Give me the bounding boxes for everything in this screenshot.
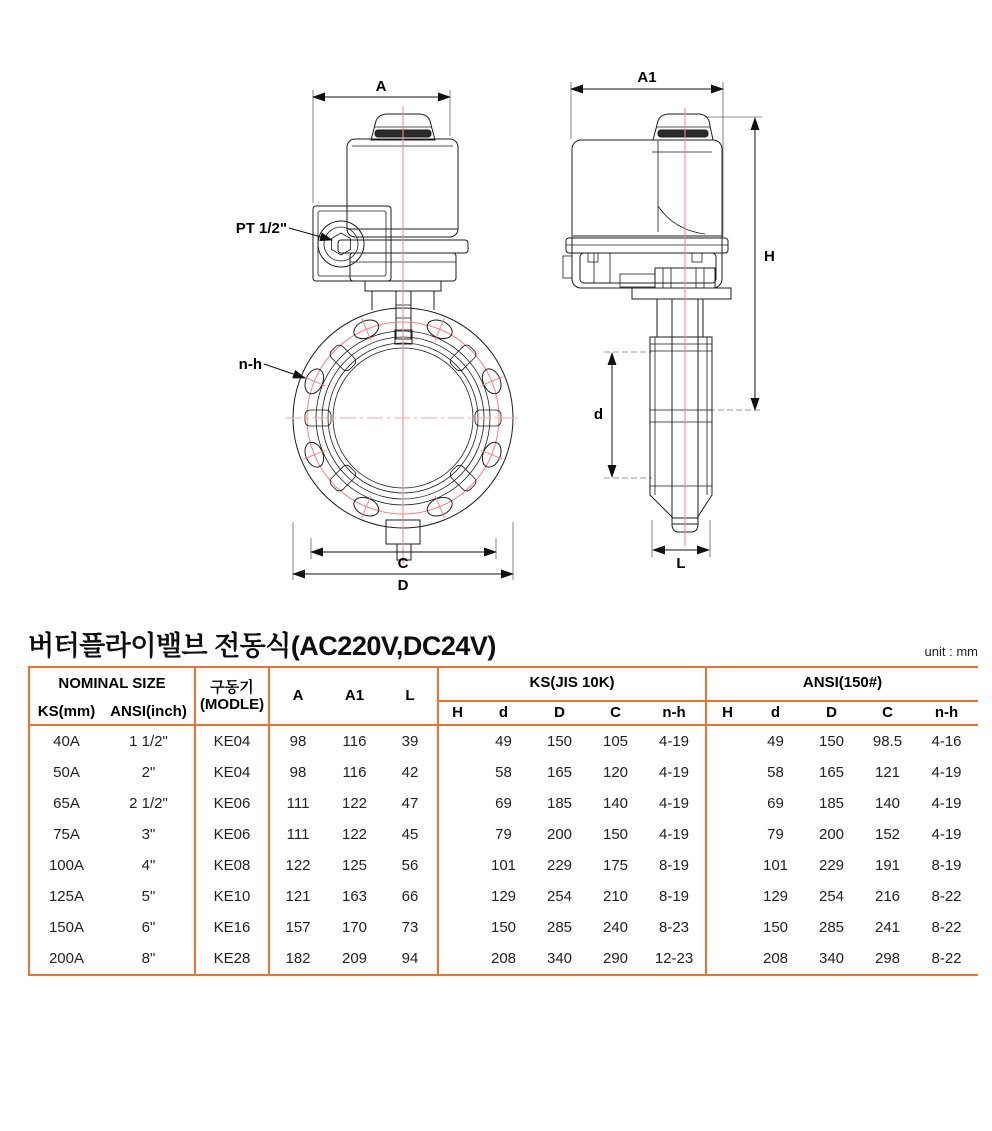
table-cell: 75A xyxy=(53,826,80,844)
table-cell: 3" xyxy=(141,826,156,844)
header-group-ks: KS(JIS 10K) xyxy=(438,667,706,701)
table-cell: 182 xyxy=(269,943,326,975)
table-cell: 125 xyxy=(342,857,368,875)
table-cell: 129 xyxy=(763,888,789,906)
table-cell: 120 xyxy=(603,764,629,782)
table-cell: 1 1/2" xyxy=(129,733,168,751)
table-cell: 122 xyxy=(269,850,326,881)
table-cell: 210 xyxy=(603,888,629,906)
table-cell: 49 xyxy=(767,733,784,751)
table-cell: KE08 xyxy=(195,850,269,881)
table-row xyxy=(29,788,978,819)
table-cell: 150 xyxy=(547,733,573,751)
table-cell: 39 xyxy=(401,733,419,751)
dimension-a1 xyxy=(571,69,723,89)
table-cell: KE04 xyxy=(195,725,269,757)
dim-label-d: D xyxy=(397,577,409,594)
header-ks-nh: n-h xyxy=(643,701,706,726)
table-cell xyxy=(438,819,476,850)
port-plug-hex xyxy=(332,233,351,255)
table-cell: 175 xyxy=(603,857,629,875)
header-ks-dd: D xyxy=(531,701,588,726)
dim-label-h: H xyxy=(764,248,775,265)
table-cell: 170 xyxy=(342,919,368,937)
nh-callout xyxy=(239,356,305,378)
table-cell: 8-22 xyxy=(931,888,962,906)
table-cell: 129 xyxy=(491,888,517,906)
title-bar xyxy=(28,632,978,662)
spec-table-section xyxy=(28,666,978,977)
table-cell xyxy=(438,725,476,757)
table-cell xyxy=(706,912,748,943)
dim-label-l: L xyxy=(676,555,686,572)
table-cell: 157 xyxy=(269,912,326,943)
table-cell: 40A xyxy=(53,733,80,751)
table-cell xyxy=(438,850,476,881)
table-cell: 49 xyxy=(495,733,512,751)
table-cell xyxy=(438,788,476,819)
table-cell: 165 xyxy=(819,764,845,782)
conduit-port-circle xyxy=(318,221,364,267)
table-cell: 298 xyxy=(875,950,901,968)
dimension-l xyxy=(653,550,709,572)
table-cell: 121 xyxy=(269,881,326,912)
dimension-c xyxy=(311,552,496,572)
table-cell: 165 xyxy=(547,764,573,782)
table-cell: 4-19 xyxy=(659,764,690,782)
table-cell: 65A xyxy=(53,795,80,813)
table-row xyxy=(29,850,978,881)
table-row xyxy=(29,943,978,975)
table-cell: 8" xyxy=(141,950,156,968)
table-cell: 45 xyxy=(401,826,419,844)
table-cell: 8-19 xyxy=(659,857,690,875)
table-cell: KE06 xyxy=(195,819,269,850)
table-cell: 12-23 xyxy=(654,950,694,968)
table-cell: 140 xyxy=(875,795,901,813)
table-cell: KE10 xyxy=(195,881,269,912)
table-cell: 105 xyxy=(603,733,629,751)
header-nominal-size: NOMINAL SIZE xyxy=(58,674,166,692)
table-cell xyxy=(706,757,748,788)
table-cell: 208 xyxy=(763,950,789,968)
table-row xyxy=(29,819,978,850)
table-cell: KE06 xyxy=(195,788,269,819)
table-cell: 254 xyxy=(819,888,845,906)
table-cell: 200 xyxy=(547,826,573,844)
table-cell: 69 xyxy=(495,795,512,813)
header-actuator-kr: 구동기 xyxy=(210,678,254,696)
dimension-d-small xyxy=(594,353,612,477)
table-cell: KE16 xyxy=(195,912,269,943)
table-cell: 101 xyxy=(763,857,789,875)
header-actuator-en: (MODLE) xyxy=(199,696,265,714)
table-cell: 98 xyxy=(269,725,326,757)
table-cell: 4-19 xyxy=(931,795,962,813)
table-cell: 42 xyxy=(401,764,419,782)
table-row xyxy=(29,757,978,788)
dim-label-a: A xyxy=(375,78,387,95)
page-title: 버터플라이밸브 전동식(AC220V,DC24V) xyxy=(28,631,496,661)
header-ansi-h: H xyxy=(706,701,748,726)
table-cell: 229 xyxy=(819,857,845,875)
pt-port-label: PT 1/2" xyxy=(235,220,287,237)
table-cell: 4-19 xyxy=(659,826,690,844)
table-cell xyxy=(438,757,476,788)
dim-label-a1: A1 xyxy=(637,69,657,86)
header-col-a1: A1 xyxy=(326,667,383,726)
side-view-drawing xyxy=(563,69,775,572)
table-cell: 2 1/2" xyxy=(129,795,168,813)
table-cell: 94 xyxy=(401,950,419,968)
table-cell: 100A xyxy=(48,857,85,875)
table-cell: 340 xyxy=(819,950,845,968)
table-body xyxy=(29,725,978,975)
table-cell: 98.5 xyxy=(872,733,903,751)
table-cell: 116 xyxy=(342,733,367,751)
header-ks-c: C xyxy=(588,701,643,726)
table-cell: 290 xyxy=(603,950,629,968)
unit-label: unit : mm xyxy=(924,643,978,659)
front-view-drawing xyxy=(236,78,520,594)
table-cell: 98 xyxy=(269,757,326,788)
table-cell xyxy=(706,725,748,757)
table-cell: 163 xyxy=(342,888,368,906)
table-cell: 4-19 xyxy=(931,826,962,844)
table-cell: 73 xyxy=(401,919,419,937)
table-cell xyxy=(706,943,748,975)
table-cell: 152 xyxy=(875,826,901,844)
table-cell: 116 xyxy=(342,764,367,782)
dimension-h xyxy=(755,118,775,410)
pt-port-callout xyxy=(236,220,332,240)
table-cell: 8-19 xyxy=(931,857,962,875)
table-cell: 254 xyxy=(547,888,573,906)
actuator-body-side xyxy=(563,140,728,288)
table-cell: 111 xyxy=(269,788,326,819)
table-cell xyxy=(438,943,476,975)
table-cell: KE04 xyxy=(195,757,269,788)
table-cell xyxy=(706,788,748,819)
table-cell: 8-22 xyxy=(931,919,962,937)
table-cell: 122 xyxy=(342,795,368,813)
table-row xyxy=(29,725,978,757)
dim-label-c: C xyxy=(397,555,409,572)
table-cell: 200 xyxy=(819,826,845,844)
dim-label-d-small: d xyxy=(593,406,603,423)
actuator-dome-side xyxy=(653,114,713,140)
table-cell: 58 xyxy=(767,764,784,782)
header-col-l: L xyxy=(383,667,438,726)
table-cell: 340 xyxy=(547,950,573,968)
table-cell xyxy=(706,850,748,881)
table-cell: 150 xyxy=(603,826,629,844)
dimension-table xyxy=(28,666,978,977)
table-cell: 150 xyxy=(763,919,789,937)
header-actuator-model xyxy=(195,667,269,726)
dimension-a xyxy=(313,78,450,97)
table-cell: 121 xyxy=(875,764,901,782)
table-cell: 4-19 xyxy=(659,795,690,813)
header-ansi-d: d xyxy=(748,701,803,726)
table-cell: 5" xyxy=(141,888,156,906)
table-cell: 6" xyxy=(141,919,156,937)
header-ks-h: H xyxy=(438,701,476,726)
table-cell: 79 xyxy=(767,826,784,844)
table-cell: 140 xyxy=(603,795,629,813)
table-cell: 101 xyxy=(491,857,517,875)
table-cell: 240 xyxy=(603,919,629,937)
table-cell: 209 xyxy=(342,950,368,968)
dimension-d xyxy=(293,574,513,594)
table-cell: 50A xyxy=(53,764,80,782)
header-col-a: A xyxy=(269,667,326,726)
table-cell: 4" xyxy=(141,857,156,875)
mounting-plate xyxy=(632,288,731,299)
nh-label: n-h xyxy=(238,356,262,373)
table-cell xyxy=(706,881,748,912)
table-cell: 4-16 xyxy=(931,733,962,751)
table-cell: 208 xyxy=(491,950,517,968)
table-cell: 2" xyxy=(141,764,156,782)
table-cell: 122 xyxy=(342,826,368,844)
table-cell: 285 xyxy=(819,919,845,937)
table-cell: 150 xyxy=(491,919,517,937)
table-cell: 241 xyxy=(875,919,901,937)
header-ansi-inch: ANSI(inch) xyxy=(103,701,195,726)
table-cell: 185 xyxy=(547,795,573,813)
table-cell: 111 xyxy=(269,819,326,850)
table-cell: 285 xyxy=(547,919,573,937)
table-row xyxy=(29,912,978,943)
table-cell: 56 xyxy=(401,857,419,875)
table-cell: 4-19 xyxy=(931,764,962,782)
header-ansi-nh: n-h xyxy=(915,701,978,726)
header-group-ansi: ANSI(150#) xyxy=(706,667,978,701)
table-cell: 8-22 xyxy=(931,950,962,968)
header-ks-d: d xyxy=(476,701,531,726)
table-cell: 66 xyxy=(401,888,419,906)
table-cell: 200A xyxy=(48,950,85,968)
table-cell xyxy=(438,881,476,912)
table-cell: 69 xyxy=(767,795,784,813)
table-cell: 47 xyxy=(401,795,419,813)
table-cell: 216 xyxy=(875,888,901,906)
conduit-box xyxy=(313,206,391,281)
table-cell xyxy=(706,819,748,850)
header-ks-mm: KS(mm) xyxy=(29,701,103,726)
table-cell: 58 xyxy=(495,764,512,782)
table-cell: 125A xyxy=(48,888,85,906)
table-cell: 150A xyxy=(48,919,85,937)
table-cell: 150 xyxy=(819,733,845,751)
header-ansi-dd: D xyxy=(803,701,860,726)
table-cell xyxy=(438,912,476,943)
table-cell: 79 xyxy=(495,826,512,844)
table-cell: 191 xyxy=(875,857,901,875)
table-cell: 4-19 xyxy=(659,733,690,751)
wafer-body-side xyxy=(650,299,712,532)
table-header xyxy=(29,667,978,726)
table-cell: KE28 xyxy=(195,943,269,975)
table-cell: 229 xyxy=(547,857,573,875)
table-cell: 8-19 xyxy=(659,888,690,906)
table-cell: 185 xyxy=(819,795,845,813)
table-row xyxy=(29,881,978,912)
table-cell: 8-23 xyxy=(659,919,690,937)
header-ansi-c: C xyxy=(860,701,915,726)
